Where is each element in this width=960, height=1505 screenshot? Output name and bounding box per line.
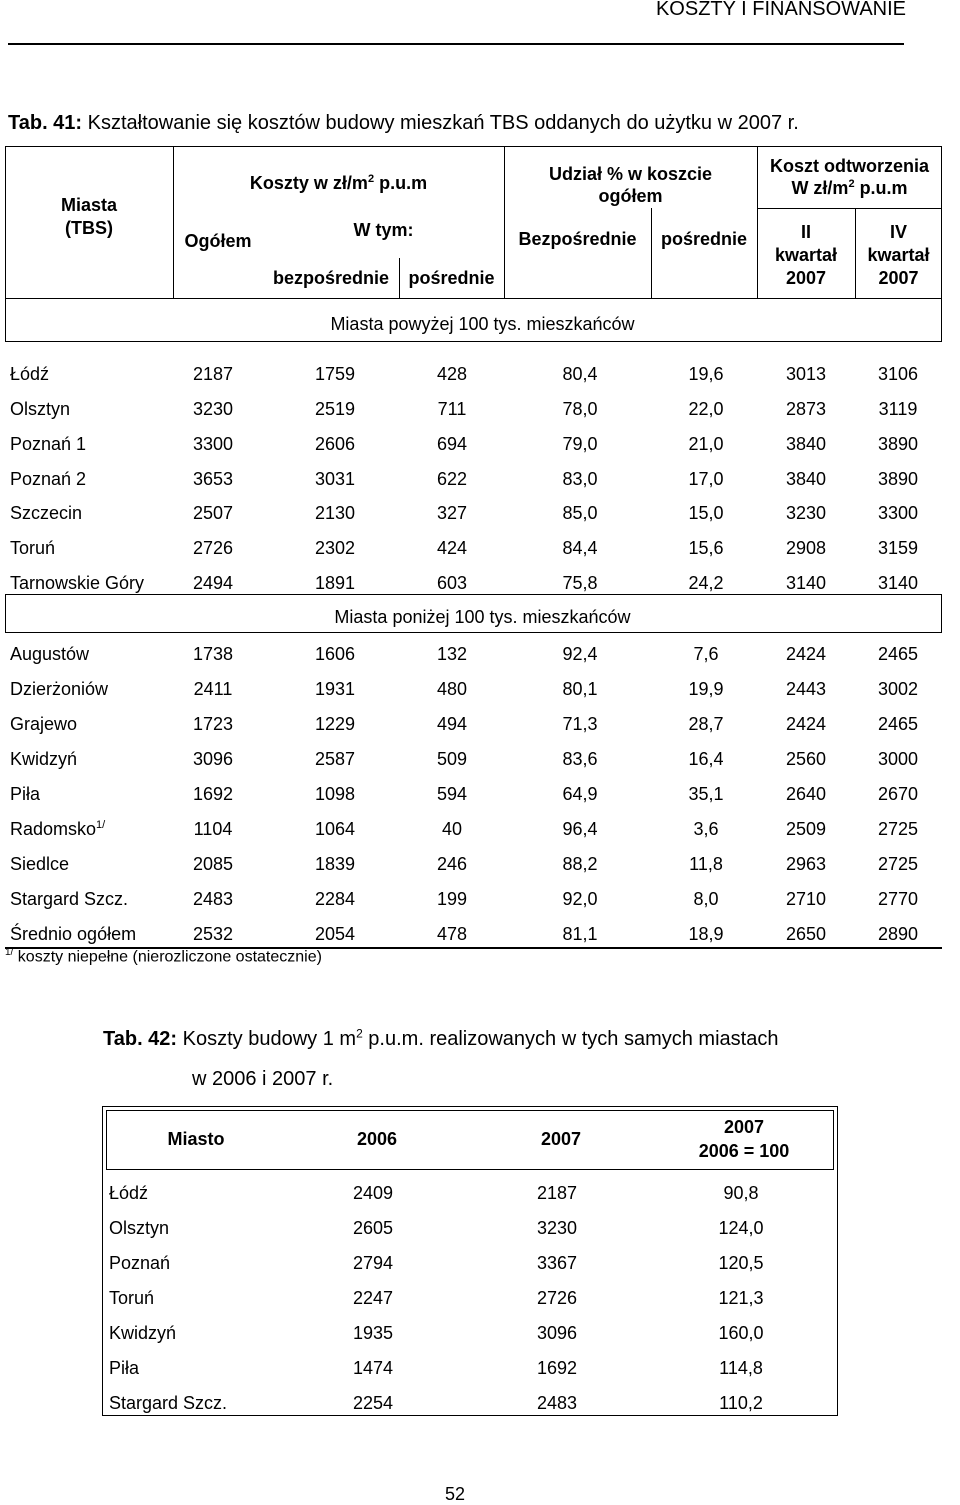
t41-border-top xyxy=(5,146,942,147)
cell-text: 2963 xyxy=(785,854,827,874)
header-q4-b: kwartał xyxy=(867,245,930,265)
cell-text: 16,4 xyxy=(688,749,724,769)
table-cell xyxy=(838,398,958,420)
header-miasta: Miasta xyxy=(60,195,118,215)
average-cell: 2650 xyxy=(785,924,827,944)
cell-text: 132 xyxy=(436,644,468,664)
cell-text: 1229 xyxy=(314,714,356,734)
cell-text: 83,6 xyxy=(562,749,598,769)
cell-text: 19,9 xyxy=(688,679,724,699)
header-index-line1: 2007 xyxy=(723,1117,765,1137)
cell-text: 92,0 xyxy=(562,889,598,909)
table-cell xyxy=(275,537,395,559)
cell-text: 509 xyxy=(436,749,468,769)
cell-text: 424 xyxy=(436,538,468,558)
cell-text: 1723 xyxy=(192,714,234,734)
cell-text: 85,0 xyxy=(562,503,598,523)
table-cell xyxy=(275,572,395,594)
table-cell xyxy=(392,783,512,805)
average-cell: 18,9 xyxy=(688,924,724,944)
cell-text: 28,7 xyxy=(688,714,724,734)
cell-text: Łódź xyxy=(10,364,50,384)
cell-text: 3159 xyxy=(877,538,919,558)
table-cell: 121,3 xyxy=(718,1288,764,1308)
cell-text: 2507 xyxy=(192,503,234,523)
table-cell xyxy=(153,713,273,735)
table-cell: 2605 xyxy=(352,1218,394,1238)
table-cell xyxy=(520,643,640,665)
table-cell: 2483 xyxy=(536,1393,578,1413)
header-q4-a: IV xyxy=(889,222,907,242)
cell-text: 1692 xyxy=(192,784,234,804)
table-cell: 2254 xyxy=(352,1393,394,1413)
table-cell: 3367 xyxy=(536,1253,578,1273)
row-label: Kwidzyń xyxy=(109,1323,177,1343)
table-cell xyxy=(520,818,640,840)
cell-text: 2483 xyxy=(192,889,234,909)
table-cell: 90,8 xyxy=(723,1183,759,1203)
table-cell xyxy=(275,678,395,700)
cell-text: Siedlce xyxy=(10,854,70,874)
cell-text: 3890 xyxy=(877,434,919,454)
row-label xyxy=(10,678,108,700)
row-label xyxy=(10,537,55,559)
cell-text: Toruń xyxy=(10,538,56,558)
cell-text: 96,4 xyxy=(562,819,598,839)
cell-text: Radomsko xyxy=(10,819,97,839)
table-cell xyxy=(520,433,640,455)
table-cell: 1692 xyxy=(536,1358,578,1378)
table-cell xyxy=(520,783,640,805)
table-cell xyxy=(838,433,958,455)
table-cell xyxy=(838,713,958,735)
cell-text: 2424 xyxy=(785,644,827,664)
average-cell: 81,1 xyxy=(562,924,598,944)
table-cell xyxy=(838,572,958,594)
cell-text: 17,0 xyxy=(688,469,724,489)
cell-text: 15,0 xyxy=(688,503,724,523)
row-label xyxy=(10,853,69,875)
row-label xyxy=(10,363,49,385)
table-cell xyxy=(275,468,395,490)
table-cell: 2187 xyxy=(536,1183,578,1203)
table-cell xyxy=(838,748,958,770)
row-label xyxy=(10,783,40,805)
cell-text: 80,1 xyxy=(562,679,598,699)
cell-text: Piła xyxy=(10,784,41,804)
cell-text: 2465 xyxy=(877,644,919,664)
table-cell xyxy=(838,537,958,559)
table-cell xyxy=(153,537,273,559)
table-cell xyxy=(520,853,640,875)
table-cell xyxy=(153,502,273,524)
cell-text: 35,1 xyxy=(688,784,724,804)
average-cell: 478 xyxy=(436,924,468,944)
cell-text: 2509 xyxy=(785,819,827,839)
t41-section1-bottom xyxy=(5,341,942,342)
cell-text: Grajewo xyxy=(10,714,78,734)
cell-text: 622 xyxy=(436,469,468,489)
cell-text: 2670 xyxy=(877,784,919,804)
cell-text: 11,8 xyxy=(689,854,723,874)
cell-text: 2411 xyxy=(193,679,233,699)
cell-text: 694 xyxy=(436,434,468,454)
header-bezposrednie: bezpośrednie xyxy=(272,268,390,288)
cell-text: 80,4 xyxy=(562,364,598,384)
table-cell xyxy=(520,363,640,385)
cell-text: Dzierżoniów xyxy=(10,679,109,699)
table-cell xyxy=(392,572,512,594)
cell-text: 3300 xyxy=(877,503,919,523)
row-label xyxy=(10,888,128,910)
table-cell: 110,2 xyxy=(719,1393,763,1413)
header-koszt-unit: W $zł/m^2$ p.u.m xyxy=(791,178,908,198)
table-cell xyxy=(838,853,958,875)
cell-text: 1738 xyxy=(192,644,234,664)
table-cell xyxy=(153,888,273,910)
cell-text: 3119 xyxy=(878,399,918,419)
row-label xyxy=(10,818,105,840)
t41-header-divider xyxy=(757,208,942,209)
cell-text: 480 xyxy=(436,679,468,699)
cell-text: 2130 xyxy=(314,503,356,523)
cell-text: 327 xyxy=(436,503,468,523)
cell-text: 1064 xyxy=(314,819,356,839)
table-cell: 120,5 xyxy=(718,1253,764,1273)
row-label xyxy=(10,468,86,490)
table-cell xyxy=(275,818,395,840)
cell-text: 1891 xyxy=(314,573,356,593)
header-q4-c: 2007 xyxy=(878,268,919,288)
cell-text: 199 xyxy=(436,889,468,909)
header-q2-a: II xyxy=(800,222,811,242)
table-cell xyxy=(275,783,395,805)
cell-text: 3300 xyxy=(192,434,234,454)
average-cell: 2054 xyxy=(314,924,356,944)
header-q2-c: 2007 xyxy=(785,268,827,288)
table41-caption-label: Tab. 41: xyxy=(8,112,83,134)
table-cell xyxy=(392,502,512,524)
cell-text: 246 xyxy=(436,854,468,874)
cell-text: 2085 xyxy=(192,854,234,874)
cell-text: 2424 xyxy=(785,714,827,734)
table-cell xyxy=(275,713,395,735)
cell-text: 2725 xyxy=(877,854,919,874)
average-label: Średnio ogółem xyxy=(10,924,137,944)
table-cell xyxy=(392,398,512,420)
cell-text: 1606 xyxy=(314,644,356,664)
cell-text: 2726 xyxy=(192,538,234,558)
header-2007: 2007 xyxy=(540,1129,582,1149)
table-cell xyxy=(838,643,958,665)
cell-text: 2640 xyxy=(785,784,827,804)
cell-text: Tarnowskie Góry xyxy=(10,573,145,593)
header-q2-b: kwartał xyxy=(774,245,838,265)
cell-text: 1104 xyxy=(193,819,233,839)
table-cell xyxy=(838,468,958,490)
cell-text: 3106 xyxy=(877,364,919,384)
table-cell xyxy=(392,853,512,875)
cell-text: 1931 xyxy=(314,679,356,699)
cell-text: 88,2 xyxy=(562,854,598,874)
cell-text: 8,0 xyxy=(693,889,719,909)
table42-caption: Tab. 42: Koszty budowy 1 $m^2$ p.u.m. realizowanych w tych samych miastach xyxy=(103,1026,779,1050)
header-udzial-posrednie: pośrednie xyxy=(660,229,748,249)
table-cell xyxy=(520,713,640,735)
table-cell xyxy=(838,678,958,700)
header-miasto: Miasto xyxy=(167,1129,225,1149)
row-label xyxy=(10,433,86,455)
table-cell xyxy=(153,572,273,594)
cell-text: 1098 xyxy=(314,784,356,804)
table-cell xyxy=(392,713,512,735)
cell-text: 2770 xyxy=(877,889,919,909)
cell-text: 3890 xyxy=(877,469,919,489)
header-udzial-line2: ogółem xyxy=(598,186,663,206)
cell-text: Szczecin xyxy=(10,503,83,523)
row-label xyxy=(10,502,82,524)
header-rule xyxy=(8,43,904,45)
cell-text: 2606 xyxy=(314,434,356,454)
cell-text: 15,6 xyxy=(688,538,724,558)
header-udzial-line1: Udział % w koszcie xyxy=(548,164,713,184)
footnote-marker: 1/ xyxy=(96,819,106,831)
table-cell xyxy=(153,468,273,490)
cell-text: 3840 xyxy=(785,434,827,454)
table-cell xyxy=(275,643,395,665)
table41-caption xyxy=(8,112,799,135)
row-label xyxy=(10,398,70,420)
t41-section2-top xyxy=(5,594,942,595)
table-cell xyxy=(392,643,512,665)
cell-text: 2284 xyxy=(314,889,356,909)
table-cell xyxy=(838,888,958,910)
table-cell xyxy=(392,363,512,385)
table-cell xyxy=(275,853,395,875)
t41-header-divider xyxy=(651,208,652,299)
t41-header-divider xyxy=(173,146,174,299)
page-number: 52 xyxy=(444,1484,466,1504)
table-cell xyxy=(153,398,273,420)
table-cell: 3230 xyxy=(536,1218,578,1238)
table-cell xyxy=(520,398,640,420)
section-below-100k: Miasta poniżej 100 tys. mieszkańców xyxy=(334,607,631,627)
table-cell xyxy=(520,748,640,770)
cell-text: 40 xyxy=(441,819,463,839)
header-posrednie: pośrednie xyxy=(408,268,495,288)
row-label xyxy=(10,643,89,665)
row-label: Poznań xyxy=(109,1253,171,1273)
cell-text: 711 xyxy=(437,399,467,419)
table-cell xyxy=(520,888,640,910)
cell-text: 3653 xyxy=(192,469,234,489)
table-cell: 124,0 xyxy=(718,1218,764,1238)
row-label: Olsztyn xyxy=(109,1218,170,1238)
cell-text: 2710 xyxy=(785,889,827,909)
header-koszty: Koszty w $zł/m^2$ p.u.m xyxy=(249,173,428,193)
t41-section2-bottom xyxy=(5,632,942,633)
row-label xyxy=(10,713,77,735)
cell-text: 22,0 xyxy=(688,399,724,419)
cell-text: 21,0 xyxy=(688,434,724,454)
section-above-100k: Miasta powyżej 100 tys. mieszkańców xyxy=(330,314,635,334)
table41-caption-text: Kształtowanie się kosztów budowy mieszkań TBS oddanych do użytku w 2007 r. xyxy=(82,112,799,134)
table-cell: 1474 xyxy=(352,1358,394,1378)
t41-header-bottom xyxy=(5,298,942,299)
cell-text: 2873 xyxy=(785,399,827,419)
cell-text: Stargard Szcz. xyxy=(10,889,129,909)
table-cell xyxy=(153,678,273,700)
cell-text: 19,6 xyxy=(688,364,724,384)
header-index-line2: 2006 = 100 xyxy=(698,1141,790,1161)
table-cell xyxy=(153,748,273,770)
table-cell: 2794 xyxy=(352,1253,394,1273)
row-label: Piła xyxy=(109,1358,140,1378)
table-cell xyxy=(153,818,273,840)
cell-text: 7,6 xyxy=(693,644,719,664)
average-cell: 2532 xyxy=(192,924,234,944)
header-udzial-bezposrednie: Bezpośrednie xyxy=(518,229,637,249)
cell-text: Poznań 1 xyxy=(10,434,87,454)
row-label xyxy=(10,748,77,770)
cell-text: 1839 xyxy=(314,854,356,874)
table42 xyxy=(102,1106,838,1416)
cell-text: 2187 xyxy=(192,364,234,384)
table-cell: 3096 xyxy=(536,1323,578,1343)
cell-text: 2908 xyxy=(785,538,827,558)
cell-text: 78,0 xyxy=(562,399,598,419)
table-cell: 2247 xyxy=(352,1288,394,1308)
cell-text: 603 xyxy=(436,573,468,593)
cell-text: 494 xyxy=(436,714,468,734)
cell-text: 428 xyxy=(436,364,468,384)
table-cell xyxy=(520,468,640,490)
cell-text: 2465 xyxy=(877,714,919,734)
row-label xyxy=(10,572,144,594)
header-ogolem: Ogółem xyxy=(184,231,252,251)
cell-text: 594 xyxy=(436,784,468,804)
table-cell: 114,8 xyxy=(719,1358,763,1378)
cell-text: 3002 xyxy=(877,679,919,699)
cell-text: 3031 xyxy=(314,469,356,489)
table-cell xyxy=(838,502,958,524)
table-cell xyxy=(392,888,512,910)
table-cell xyxy=(153,853,273,875)
table-cell xyxy=(153,433,273,455)
table-cell xyxy=(838,363,958,385)
header-w-tym: W tym: xyxy=(353,220,414,240)
cell-text: 92,4 xyxy=(562,644,598,664)
header-koszt-odtworzenia: Koszt odtworzenia xyxy=(769,156,929,176)
table-cell xyxy=(275,433,395,455)
row-label: Toruń xyxy=(109,1288,155,1308)
cell-text: 2560 xyxy=(785,749,827,769)
table-cell xyxy=(153,783,273,805)
table-cell xyxy=(520,502,640,524)
table-cell xyxy=(275,398,395,420)
cell-text: 3140 xyxy=(877,573,919,593)
cell-text: 79,0 xyxy=(562,434,598,454)
header-2006: 2006 xyxy=(356,1129,398,1149)
table-cell xyxy=(520,537,640,559)
table-cell xyxy=(392,678,512,700)
cell-text: 3140 xyxy=(785,573,827,593)
table-cell xyxy=(520,572,640,594)
cell-text: 1759 xyxy=(314,364,356,384)
cell-text: 64,9 xyxy=(562,784,598,804)
cell-text: 84,4 xyxy=(562,538,598,558)
cell-text: 3230 xyxy=(785,503,827,523)
cell-text: 3840 xyxy=(785,469,827,489)
cell-text: 3,6 xyxy=(693,819,719,839)
cell-text: 2519 xyxy=(314,399,356,419)
cell-text: 83,0 xyxy=(562,469,598,489)
cell-text: 3230 xyxy=(192,399,234,419)
cell-text: Olsztyn xyxy=(10,399,71,419)
cell-text: Kwidzyń xyxy=(10,749,78,769)
table-cell xyxy=(275,748,395,770)
cell-text: 75,8 xyxy=(562,573,598,593)
table-cell xyxy=(392,748,512,770)
cell-text: 24,2 xyxy=(688,573,724,593)
cell-text: 3096 xyxy=(192,749,234,769)
table-cell: 1935 xyxy=(352,1323,394,1343)
header-tbs: (TBS) xyxy=(65,218,113,238)
table-cell xyxy=(275,502,395,524)
row-label: Łódź xyxy=(109,1183,149,1203)
table-cell xyxy=(392,433,512,455)
table-cell: 2409 xyxy=(352,1183,394,1203)
table-cell xyxy=(392,537,512,559)
table-cell xyxy=(275,363,395,385)
cell-text: 71,3 xyxy=(562,714,598,734)
table-cell xyxy=(520,678,640,700)
table42-header xyxy=(106,1110,834,1170)
table-cell xyxy=(392,818,512,840)
table-cell xyxy=(153,643,273,665)
cell-text: 2494 xyxy=(192,573,234,593)
cell-text: Augustów xyxy=(10,644,90,664)
table-cell xyxy=(392,468,512,490)
table-cell xyxy=(838,783,958,805)
average-cell: 2890 xyxy=(877,924,919,944)
running-header: KOSZTY I FINANSOWANIE xyxy=(655,0,906,20)
table-cell xyxy=(275,888,395,910)
cell-text: 3000 xyxy=(877,749,919,769)
footnote: $^{1/}$ koszty niepełne (nierozliczone ostatecznie) xyxy=(5,947,322,966)
cell-text: 2587 xyxy=(314,749,356,769)
table-cell xyxy=(838,818,958,840)
row-label: Stargard Szcz. xyxy=(109,1393,228,1413)
cell-text: 3013 xyxy=(785,364,827,384)
cell-text: 2302 xyxy=(314,538,356,558)
table-cell xyxy=(153,363,273,385)
table42-caption-label: Tab. 42: xyxy=(103,1028,178,1050)
table42-caption-line2: w 2006 i 2007 r. xyxy=(192,1068,334,1090)
cell-text: Poznań 2 xyxy=(10,469,87,489)
table-cell: 160,0 xyxy=(718,1323,764,1343)
table-cell: 2726 xyxy=(536,1288,578,1308)
cell-text: 2725 xyxy=(877,819,919,839)
cell-text: 2443 xyxy=(785,679,827,699)
